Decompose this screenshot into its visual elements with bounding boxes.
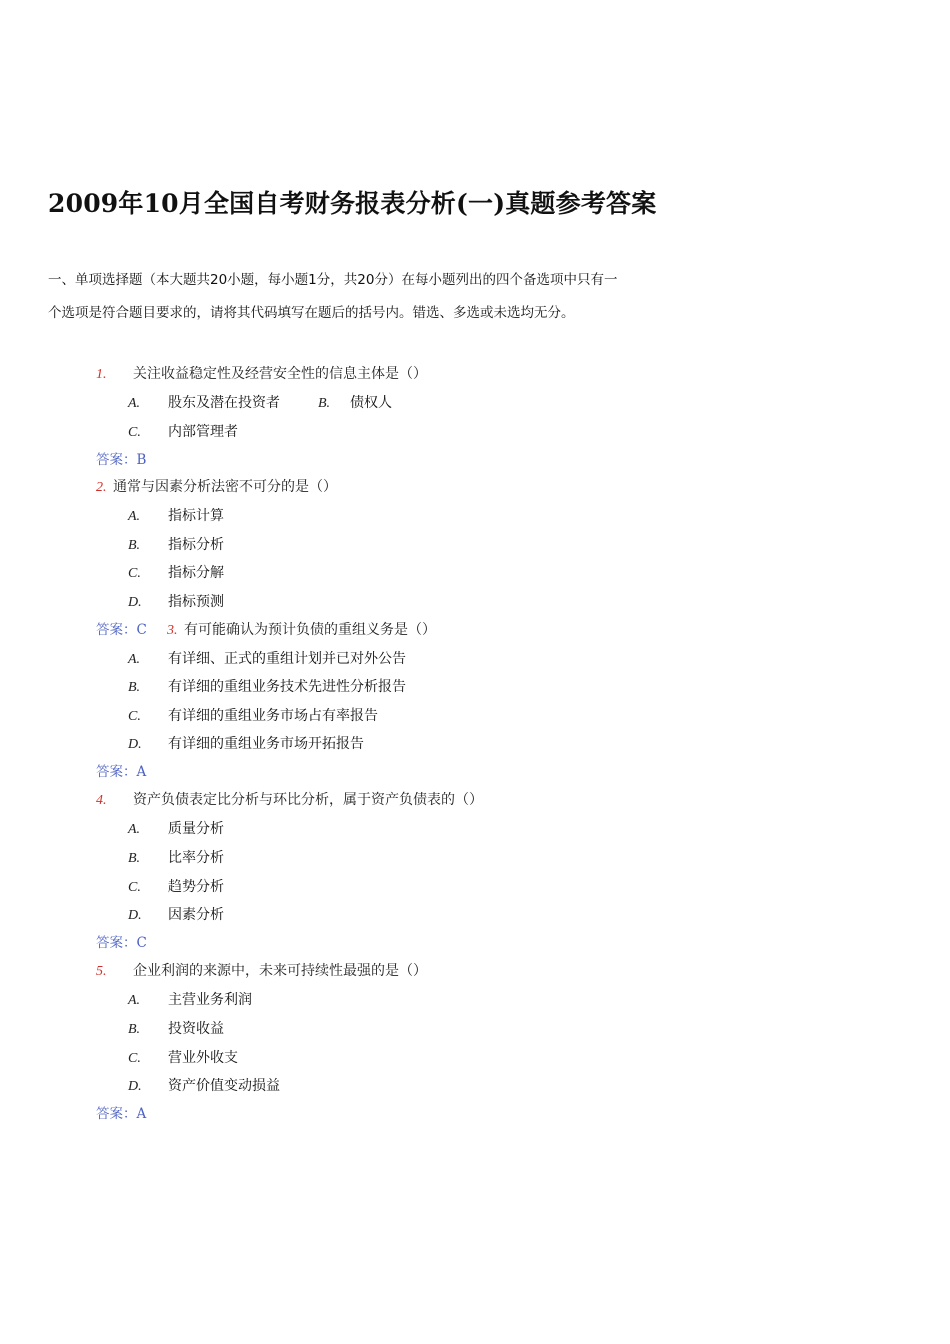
answer-4: 答案：C bbox=[96, 935, 147, 951]
option-letter: A. bbox=[128, 822, 141, 837]
option-4a bbox=[128, 819, 224, 840]
option-text: 资产价值变动损益 bbox=[168, 1078, 280, 1094]
option-text: 股东及潜在投资者 bbox=[168, 395, 280, 411]
option-letter: C. bbox=[128, 709, 141, 724]
question-number: 2. bbox=[96, 480, 107, 495]
option-letter: A. bbox=[128, 993, 141, 1008]
option-text: 有详细的重组业务技术先进性分析报告 bbox=[168, 679, 406, 695]
option-3d bbox=[128, 734, 364, 755]
option-text: 指标计算 bbox=[168, 508, 224, 524]
section-instructions: 一、单项选择题（本大题共20小题，每小题1分，共20分）在每小题列出的四个备选项中只有一个选项是符合题目要求的，请将其代码填写在题后的括号内。错选、多选或未选均无分。 bbox=[48, 272, 618, 321]
option-text: 指标预测 bbox=[168, 594, 224, 610]
option-text: 比率分析 bbox=[168, 850, 224, 866]
option-1a bbox=[128, 393, 280, 414]
option-letter: A. bbox=[128, 652, 141, 667]
option-5c bbox=[128, 1048, 238, 1069]
option-text: 内部管理者 bbox=[168, 424, 238, 440]
option-4d bbox=[128, 905, 224, 926]
option-letter: B. bbox=[318, 396, 331, 411]
option-3a bbox=[128, 649, 406, 670]
option-2d bbox=[128, 592, 224, 613]
option-3b bbox=[128, 677, 406, 698]
question-number: 1. bbox=[96, 367, 107, 382]
question-5 bbox=[96, 961, 427, 982]
option-5a bbox=[128, 990, 252, 1011]
option-text: 质量分析 bbox=[168, 821, 224, 837]
option-3c bbox=[128, 706, 378, 727]
option-4b bbox=[128, 848, 224, 869]
option-text: 因素分析 bbox=[168, 907, 224, 923]
option-letter: D. bbox=[128, 737, 142, 752]
option-4c bbox=[128, 877, 224, 898]
question-text: 有可能确认为预计负债的重组义务是（） bbox=[183, 622, 436, 638]
answer-3: 答案：A bbox=[96, 764, 147, 780]
question-text: 关注收益稳定性及经营安全性的信息主体是（） bbox=[132, 366, 427, 382]
question-3 bbox=[167, 620, 436, 641]
option-5b bbox=[128, 1019, 224, 1040]
question-text: 企业利润的来源中，未来可持续性最强的是（） bbox=[132, 963, 427, 979]
option-text: 主营业务利润 bbox=[168, 992, 252, 1008]
option-text: 债权人 bbox=[350, 395, 392, 411]
answer-2: 答案：C bbox=[96, 622, 147, 638]
option-letter: A. bbox=[128, 396, 141, 411]
question-number: 4. bbox=[96, 793, 107, 808]
option-text: 趋势分析 bbox=[168, 879, 224, 895]
option-1c bbox=[128, 422, 238, 443]
option-letter: D. bbox=[128, 1079, 142, 1094]
option-text: 有详细的重组业务市场占有率报告 bbox=[168, 708, 378, 724]
option-2c bbox=[128, 563, 224, 584]
question-text: 资产负债表定比分析与环比分析，属于资产负债表的（） bbox=[132, 792, 483, 808]
question-4 bbox=[96, 790, 483, 811]
option-letter: C. bbox=[128, 425, 141, 440]
option-text: 有详细、正式的重组计划并已对外公告 bbox=[168, 651, 406, 667]
answer-1: 答案：B bbox=[96, 452, 147, 468]
answer-5: 答案：A bbox=[96, 1106, 147, 1122]
question-text: 通常与因素分析法密不可分的是（） bbox=[112, 479, 337, 495]
option-1b bbox=[318, 393, 392, 414]
option-text: 指标分解 bbox=[168, 565, 224, 581]
page-title: 2009年10月全国自考财务报表分析(一)真题参考答案 bbox=[48, 189, 657, 218]
option-letter: A. bbox=[128, 509, 141, 524]
option-5d bbox=[128, 1076, 280, 1097]
option-letter: B. bbox=[128, 538, 141, 553]
question-2 bbox=[96, 477, 337, 498]
option-letter: D. bbox=[128, 908, 142, 923]
option-text: 有详细的重组业务市场开拓报告 bbox=[168, 736, 364, 752]
option-2a bbox=[128, 506, 224, 527]
option-text: 营业外收支 bbox=[168, 1050, 238, 1066]
question-number: 3. bbox=[167, 623, 178, 638]
option-letter: B. bbox=[128, 680, 141, 695]
question-1 bbox=[96, 364, 427, 385]
option-text: 投资收益 bbox=[168, 1021, 224, 1037]
option-letter: C. bbox=[128, 880, 141, 895]
question-number: 5. bbox=[96, 964, 107, 979]
option-letter: C. bbox=[128, 1051, 141, 1066]
option-letter: B. bbox=[128, 1022, 141, 1037]
option-text: 指标分析 bbox=[168, 537, 224, 553]
option-2b bbox=[128, 535, 224, 556]
option-letter: B. bbox=[128, 851, 141, 866]
option-letter: D. bbox=[128, 595, 142, 610]
option-letter: C. bbox=[128, 566, 141, 581]
